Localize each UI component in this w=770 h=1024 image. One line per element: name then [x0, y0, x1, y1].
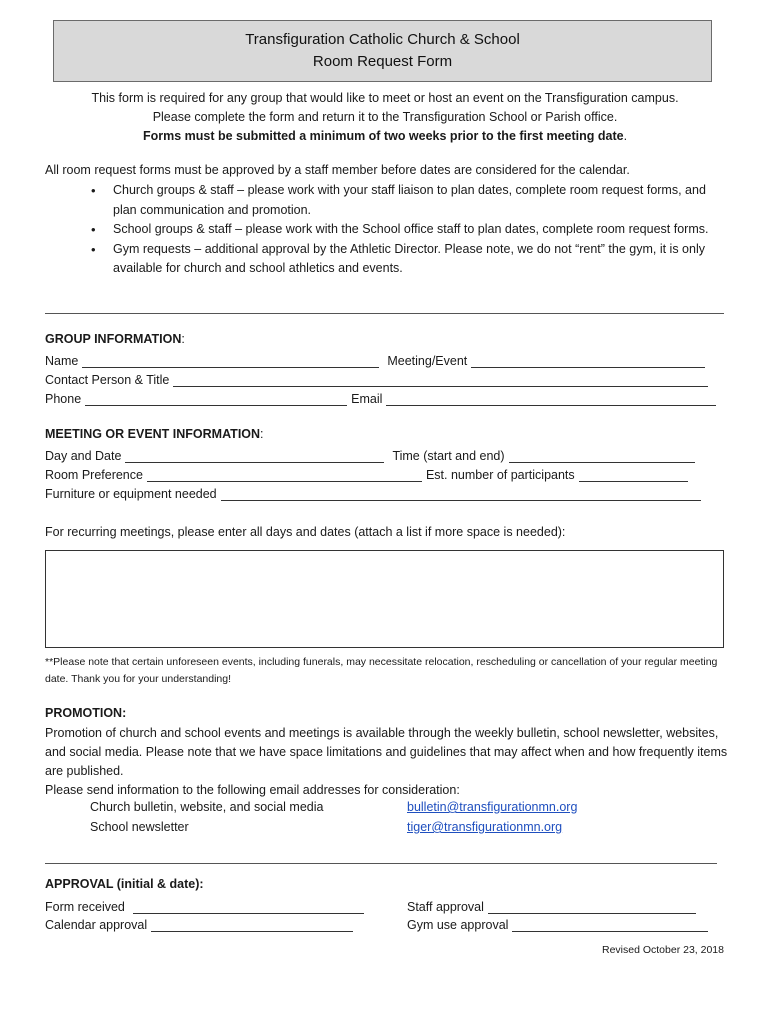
gym-approval-label: Gym use approval — [407, 918, 509, 932]
contact-bulletin — [90, 800, 577, 814]
participants-field[interactable] — [579, 469, 688, 482]
form-received-field[interactable] — [133, 901, 364, 914]
guideline-school: • School groups & staff – please work with the School office staff to plan dates, complete room request forms. — [91, 220, 721, 240]
contact-person-field[interactable] — [173, 374, 708, 387]
staff-approval-field[interactable] — [488, 901, 696, 914]
approval-requirement: All room request forms must be approved by a staff member before dates are considered for the calendar. — [45, 163, 630, 177]
deadline-period: . — [623, 129, 628, 143]
promotion-heading: PROMOTION: — [45, 706, 127, 720]
time-field[interactable] — [509, 450, 695, 463]
newsletter-email-link[interactable]: tiger@transfigurationmn.org — [407, 820, 563, 834]
meeting-info-heading-colon: : — [260, 427, 264, 441]
contact-person-label: Contact Person & Title — [45, 373, 170, 387]
email-field[interactable] — [386, 393, 716, 406]
furniture-row — [45, 483, 725, 501]
section-divider — [45, 313, 724, 314]
meeting-info-heading — [45, 427, 264, 441]
phone-label: Phone — [45, 392, 82, 406]
intro-text — [0, 89, 770, 146]
contact-row — [45, 369, 725, 387]
group-name-row — [45, 350, 725, 368]
calendar-approval-field[interactable] — [151, 919, 353, 932]
contact-newsletter — [90, 820, 562, 834]
form-title-box — [53, 20, 712, 82]
phone-field[interactable] — [85, 393, 347, 406]
relocation-note: **Please note that certain unforeseen events, including funerals, may necessitate relocation, rescheduling or cancellation of your regular meeting date. Thank you for your understanding! — [45, 656, 718, 685]
promotion-send-text: Please send information to the following email addresses for consideration: — [45, 783, 460, 797]
recurring-prompt-text: For recurring meetings, please enter all days and dates (attach a list if more space is needed): — [45, 525, 566, 539]
day-date-label: Day and Date — [45, 449, 122, 463]
deadline-text: Forms must be submitted a minimum of two weeks prior to the first meeting date — [142, 129, 624, 143]
phone-email-row — [45, 388, 725, 406]
approval-divider — [45, 863, 717, 864]
recurring-prompt — [45, 521, 725, 539]
promotion-description: Promotion of church and school events and meetings is available through the weekly bulletin, school newsletter, websites, and social media. Please note that we have space limitations and guidelines that may affect when and how frequently items are published. — [45, 726, 728, 778]
staff-approval-label: Staff approval — [407, 900, 484, 914]
group-info-heading-text: GROUP INFORMATION — [45, 332, 182, 346]
recurring-dates-box[interactable] — [45, 550, 724, 648]
participants-label: Est. number of participants — [425, 468, 575, 482]
name-field[interactable] — [82, 355, 379, 368]
room-preference-field[interactable] — [147, 469, 422, 482]
room-participants-row — [45, 464, 725, 482]
gym-approval-field[interactable] — [512, 919, 708, 932]
meeting-info-heading-text: MEETING OR EVENT INFORMATION — [45, 427, 261, 441]
intro-line-1: This form is required for any group that would like to meet or host an event on the Transfiguration campus. — [91, 91, 679, 105]
calendar-approval-label: Calendar approval — [45, 918, 148, 932]
intro-line-3 — [0, 127, 770, 146]
calendar-approval-row — [45, 914, 375, 932]
group-info-heading — [45, 332, 185, 346]
revised-date: Revised October 23, 2018 — [602, 944, 724, 956]
guideline-gym: • Gym requests – additional approval by the Athletic Director. Please note, we do not “rent” the gym, it is only available for church and school athletics and events. — [91, 240, 721, 279]
room-preference-label: Room Preference — [45, 468, 143, 482]
newsletter-label: School newsletter — [90, 820, 189, 834]
gym-approval-row — [407, 914, 727, 932]
furniture-label: Furniture or equipment needed — [45, 487, 217, 501]
name-label: Name — [45, 354, 79, 368]
intro-line-2: Please complete the form and return it to the Transfiguration School or Parish office. — [152, 110, 618, 124]
request-guidelines-list — [91, 181, 721, 279]
furniture-field[interactable] — [221, 488, 701, 501]
form-received-row — [45, 896, 375, 914]
day-date-field[interactable] — [125, 450, 384, 463]
day-time-row — [45, 445, 725, 463]
guideline-church: • Church groups & staff – please work with your staff liaison to plan dates, complete room request forms, and plan communication and promotion. — [91, 181, 721, 220]
group-info-heading-colon: : — [181, 332, 185, 346]
form-received-label: Form received — [45, 900, 125, 914]
meeting-event-label: Meeting/Event — [387, 354, 468, 368]
bulletin-email-link[interactable]: bulletin@transfigurationmn.org — [407, 800, 578, 814]
time-label: Time (start and end) — [392, 449, 505, 463]
meeting-event-field[interactable] — [471, 355, 705, 368]
promotion-text — [45, 724, 735, 800]
staff-approval-row — [407, 896, 727, 914]
form-title-church: Transfiguration Catholic Church & School — [245, 31, 520, 48]
approval-heading: APPROVAL (initial & date): — [45, 877, 204, 891]
bulletin-label: Church bulletin, website, and social media — [90, 800, 324, 814]
form-title-form: Room Request Form — [312, 53, 453, 70]
email-label: Email — [351, 392, 383, 406]
